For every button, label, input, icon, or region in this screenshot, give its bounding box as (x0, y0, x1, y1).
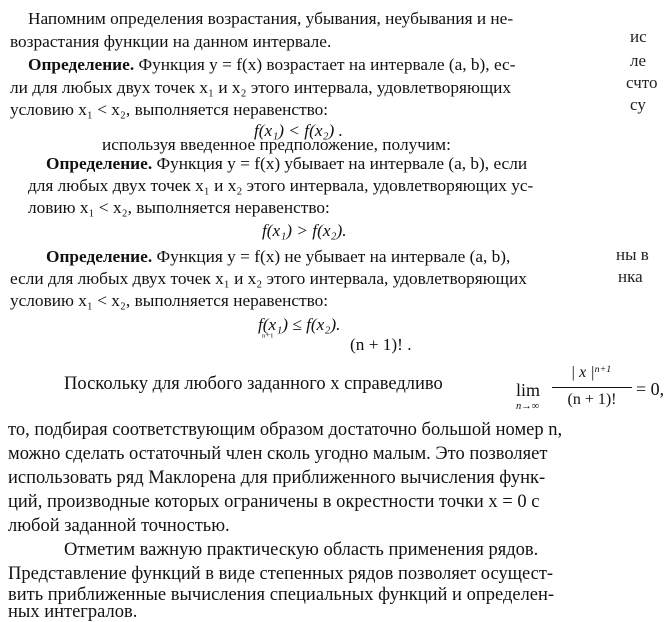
limit-subscript: n→∞ (516, 401, 540, 412)
def3-line-1-text: Функция y = f(x) не убывает на интервале (a, b), (152, 247, 511, 266)
def3-line-3: условию x₁ < x₂, выполняется неравенство: (10, 291, 329, 310)
def2-line-1-text: Функция y = f(x) убывает на интервале (a, b), если (152, 154, 528, 173)
def2-label: Определение. (46, 154, 153, 173)
para1-line-1: то, подбирая соответствующим образом достаточно большой номер n, (8, 420, 563, 440)
def3-formula-tail: (n + 1)! . (350, 335, 412, 354)
para1-line-5: любой заданной точностью. (8, 516, 230, 536)
limit-denominator: (n + 1)! (567, 391, 617, 408)
def2-formula: f(x₁) > f(x₂). (262, 221, 347, 240)
def2-line-3: ловию x₁ < x₂, выполняется неравенство: (28, 198, 330, 217)
def1-line-1 (28, 56, 515, 73)
limit-formula (516, 364, 664, 416)
def3-label: Определение. (46, 247, 153, 266)
def1-formula: f(x₁) < f(x₂) . (254, 121, 343, 140)
def1-line-3: условию x₁ < x₂, выполняется неравенство: (10, 100, 329, 119)
edge-fragment: ис (630, 27, 647, 46)
para2-line-3: вить приближенные вычисления специальных функций и определен- (8, 585, 555, 605)
interjection-line: используя введенное предположение, получим: (102, 135, 451, 154)
para2-line-2: Представление функций в виде степенных рядов позволяет осущест- (8, 564, 554, 584)
para2-line-1: Отметим важную практическую область применения рядов. (64, 540, 539, 560)
edge-fragment: ны в (616, 245, 649, 264)
edge-fragment: нка (618, 267, 643, 286)
def3-formula-ghost: ⁿ⁺¹ (262, 332, 274, 343)
limit-lead-line: Поскольку для любого заданного x справедливо (64, 374, 443, 394)
intro-line-1: Напомним определения возрастания, убывания, неубывания и не- (28, 9, 514, 28)
def2-line-1 (46, 155, 527, 172)
def1-label: Определение. (28, 55, 135, 74)
edge-fragment: ле (630, 51, 647, 70)
def3-line-1 (46, 248, 510, 265)
limit-numerator-exponent: n+1 (594, 364, 612, 376)
def1-line-2: ли для любых двух точек x₁ и x₂ этого интервала, удовлетворяющих (10, 78, 512, 97)
para2-line-4: ных интегралов. (8, 602, 138, 622)
para1-line-2: можно сделать остаточный член сколь угодно малым. Это позволяет (8, 444, 548, 464)
limit-operator: lim (516, 380, 541, 400)
para1-line-3: использовать ряд Маклорена для приближенного вычисления функ- (8, 468, 546, 488)
limit-equals: = 0, (636, 379, 664, 399)
limit-numerator: | x $|^{n+1}$ (570, 364, 612, 381)
def2-line-2: для любых двух точек x₁ и x₂ этого интервала, удовлетворяющих ус- (28, 176, 534, 195)
def3-formula: f(x₁) ≤ f(x₂). (258, 315, 341, 334)
fraction-bar (552, 387, 632, 388)
intro-line-2: возрастания функции на данном интервале. (10, 32, 332, 51)
para1-line-4: ций, производные которых ограничены в окрестности точки x = 0 с (8, 492, 540, 512)
def3-line-2: если для любых двух точек x₁ и x₂ этого интервала, удовлетворяющих (10, 269, 527, 288)
edge-fragment: су (630, 95, 646, 114)
edge-fragment: счто (626, 73, 658, 92)
def1-line-1-text: Функция y = f(x) возрастает на интервале (a, b), ес- (134, 55, 516, 74)
